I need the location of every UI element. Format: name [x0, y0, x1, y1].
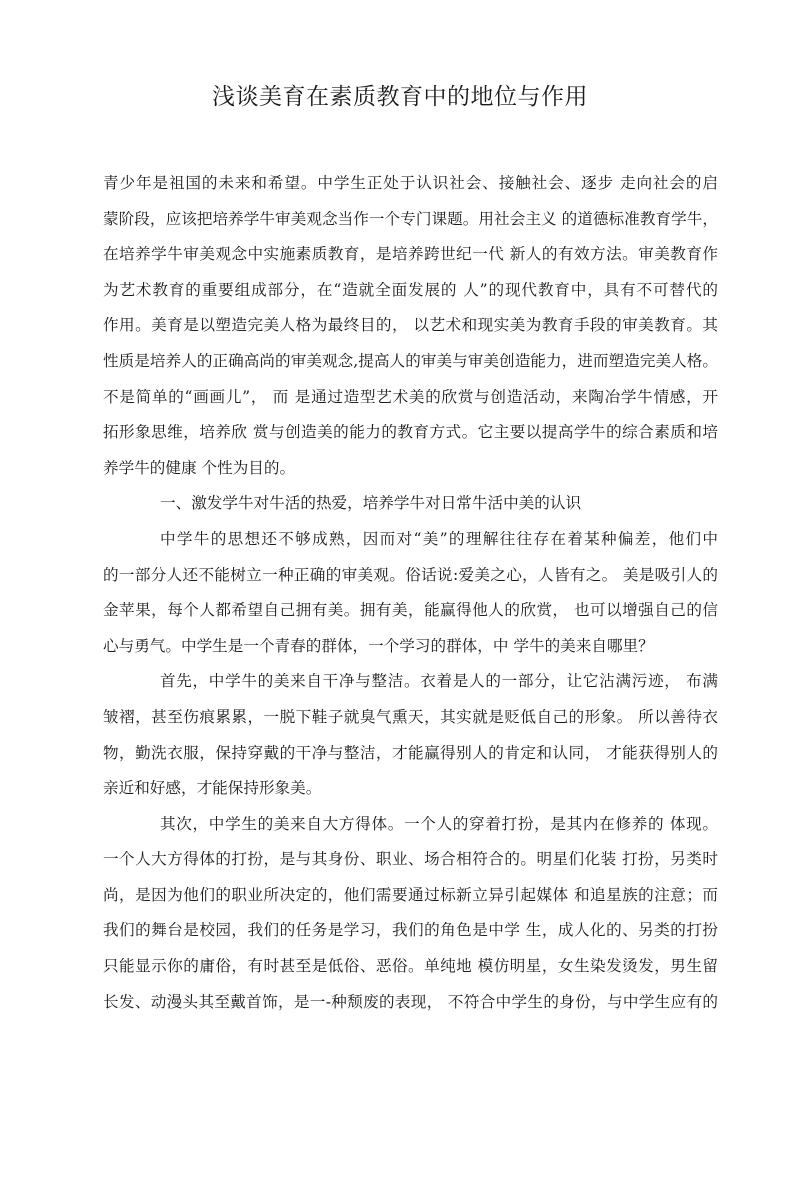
- text-line: 只能显示你的庸俗，有时甚至是低俗、恶俗。单纯地 模仿明星，女生染发烫发，男生留: [103, 957, 718, 976]
- document-body: [103, 166, 718, 1020]
- text-line: 拓形象思维，培养欣 赏与创造美的能力的教育方式。它主要以提高学牛的综合素质和培: [103, 423, 718, 442]
- text-line: 不是简单的“画画儿”， 而 是通过造型艺术美的欣赏与创造活动，来陶冶学牛情感，开: [103, 387, 718, 406]
- text-line: 皱褶，甚至伤痕累累，一脱下鞋子就臭气熏天，其实就是贬低自己的形象。 所以善待衣: [103, 707, 718, 726]
- text-line: 长发、动漫头其至戴首饰，是一-种颓废的表现， 不符合中学生的身份，与中学生应有的: [103, 992, 718, 1011]
- text-line: 心与勇气。中学生是一个青春的群体，一个学习的群体，中 学牛的美来自哪里？: [103, 636, 654, 655]
- text-line: 养学牛的健康 个性为目的。: [103, 458, 296, 477]
- text-line: 中学牛的思想还不够成熟，因而对“美”的理解往往存在着某种偏差，他们中: [160, 529, 718, 548]
- page-title: 浅谈美育在素质教育中的地位与作用: [212, 84, 588, 110]
- text-line: 作用。美育是以塑造完美人格为最终目的， 以艺术和现实美为教育手段的审美教育。其: [103, 316, 718, 335]
- text-line: 首先，中学牛的美来自干净与整洁。衣着是人的一部分，让它沾满污迹， 布满: [160, 672, 718, 691]
- text-line: 性质是培养人的正确高尚的审美观念,提高人的审美与审美创造能力，进而塑造完美人格。: [103, 351, 718, 370]
- text-line: 青少年是祖国的未来和希望。中学生正处于认识社会、接触社会、逐步 走向社会的启: [103, 174, 718, 192]
- text-line: 尚，是因为他们的职业所决定的，他们需要通过标新立异引起媒体 和追星族的注意；而: [103, 885, 718, 904]
- text-line: 蒙阶段，应该把培养学牛审美观念当作一个专门课题。用社会主义 的道德标准教育学牛，: [103, 209, 718, 228]
- text-line: 一个人大方得体的打扮，是与其身份、职业、场合相符合的。明星们化装 打扮，另类时: [103, 850, 718, 869]
- text-line: 的一部分人还不能树立一种正确的审美观。俗话说:爱美之心，人皆有之。 美是吸引人的: [103, 565, 718, 584]
- text-line: 亲近和好感，才能保持形象美。: [103, 779, 322, 798]
- text-line: 金苹果，每个人都希望自己拥有美。拥有美，能赢得他人的欣赏， 也可以增强自己的信: [103, 601, 718, 620]
- section-heading: 一、激发学牛对牛活的热爱，培养学牛对日常牛活中美的认识: [160, 494, 582, 513]
- text-line: 为艺术教育的重要组成部分，在“造就全面发展的 人”的现代教育中，具有不可替代的: [103, 280, 718, 299]
- text-line: 我们的舞台是校园，我们的任务是学习，我们的角色是中学 生，成人化的、另类的打扮: [103, 921, 718, 940]
- text-line: 在培养学牛审美观念中实施素质教育，是培养跨世纪一代 新人的有效方法。审美教育作: [103, 245, 718, 264]
- text-line: 物，勤洗衣服，保持穿戴的干净与整洁，才能赢得别人的肯定和认同， 才能获得别人的: [103, 743, 718, 762]
- text-line: 其次，中学生的美来自大方得体。一个人的穿着打扮，是其内在修养的 体现。: [160, 814, 718, 833]
